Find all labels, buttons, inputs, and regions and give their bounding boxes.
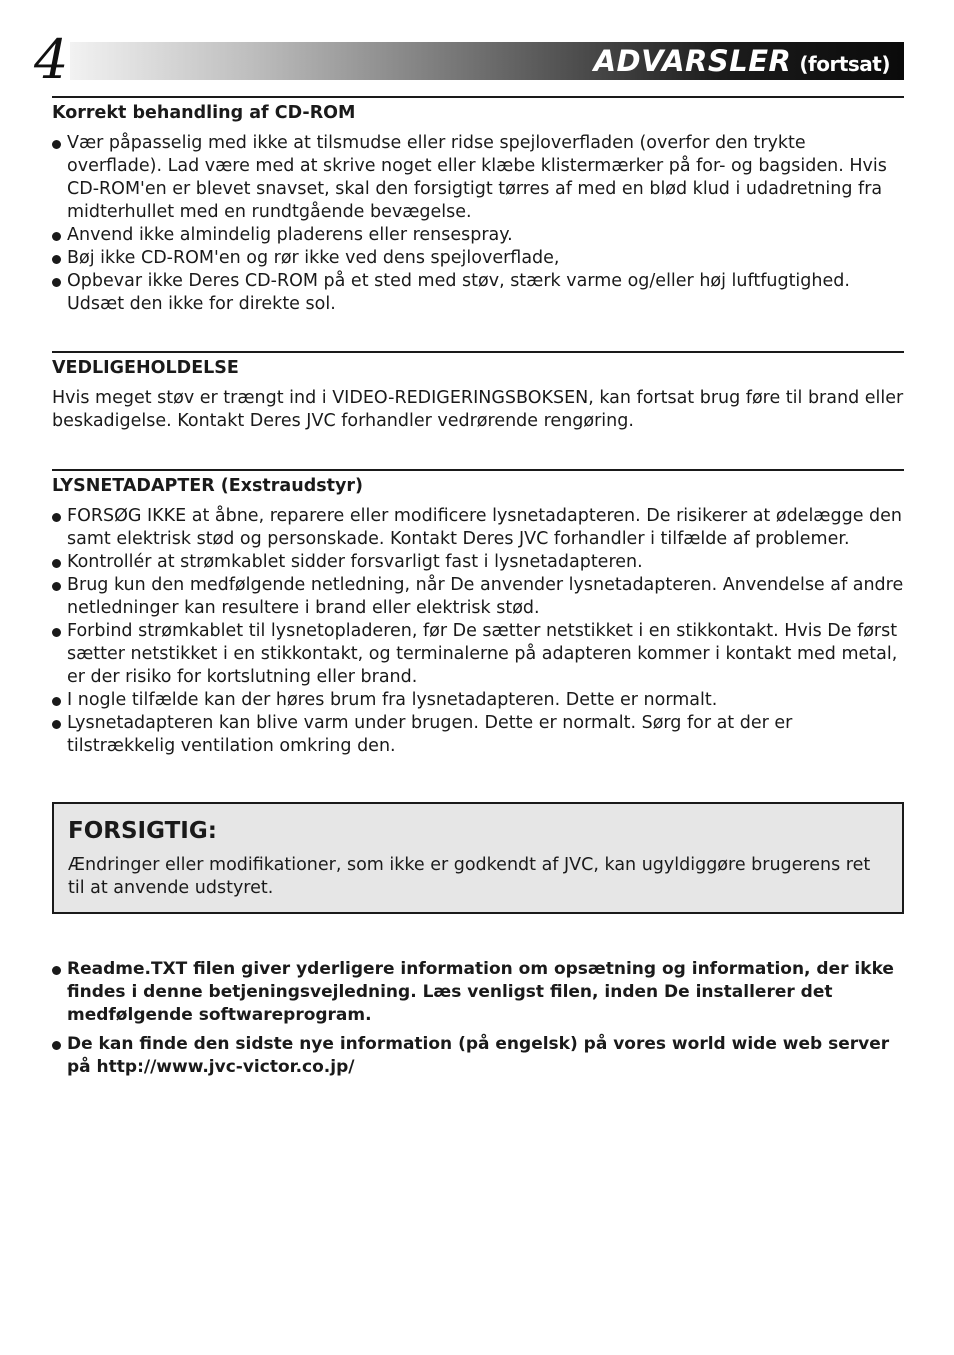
section-heading: Korrekt behandling af CD-ROM [52,103,356,123]
header-bar [70,42,904,80]
section-divider [52,96,904,98]
section-cdrom-handling [52,96,904,316]
section-maintenance [52,351,904,433]
section-body-text: Hvis meget støv er trængt ind i VIDEO-REDIGERINGSBOKSEN, kan fortsat brug føre til brand eller beskadigelse. Kontakt Deres JVC forhandler vedrørende rengøring. [52,388,904,431]
page-number: 4 [34,28,69,91]
notes [52,950,904,1085]
list-item: Anvend ikke almindelig pladerens eller rensespray. [52,224,904,247]
list-item: Lysnetadapteren kan blive varm under brugen. Dette er normalt. Sørg for at der er tilstrækkelig ventilation omkring den. [52,712,904,758]
header-title-main: ADVARSLER [593,44,792,78]
list-item: Bøj ikke CD-ROM'en og rør ikke ved dens spejloverflade, [52,247,904,270]
section-ac-adapter [52,469,904,758]
bullet-list [52,505,904,758]
header-title [594,42,890,80]
note-item: Readme.TXT filen giver yderligere information om opsætning og information, der ikke findes i denne betjeningsvejledning. Læs venligst filen, inden De installerer det medfølgende softwareprogram. [52,958,904,1027]
caution-text: Ændringer eller modifikationer, som ikke er godkendt af JVC, kan ugyldiggøre brugerens ret til at anvende udstyret. [68,855,871,898]
list-item: Vær påpasselig med ikke at tilsmudse eller ridse spejloverfladen (overfor den trykte overflade). Lad være med at skrive noget eller klæbe klistermærker på for- og bagsiden. Hvis CD-ROM'en er blevet snavset, skal den forsigtigt tørres af med en blød klud i udadretning fra midterhullet med en rundtgående bevægelse. [52,132,904,224]
list-item: Opbevar ikke Deres CD-ROM på et sted med støv, stærk varme og/eller høj luftfugtighed. Udsæt den ikke for direkte sol. [52,270,904,316]
list-item: Kontrollér at strømkablet sidder forsvarligt fast i lysnetadapteren. [52,551,904,574]
list-item: Brug kun den medfølgende netledning, når De anvender lysnetadapteren. Anvendelse af andre netledninger kan resultere i brand eller elektrisk stød. [52,574,904,620]
caution-box [52,802,904,914]
header-title-sub: (fortsat) [799,52,890,76]
section-divider [52,351,904,353]
caution-title: FORSIGTIG: [68,818,217,844]
list-item: I nogle tilfælde kan der høres brum fra lysnetadapteren. Dette er normalt. [52,689,904,712]
note-item: De kan finde den sidste nye information (på engelsk) på vores world wide web server på http://www.jvc-victor.co.jp/ [52,1033,904,1079]
section-divider [52,469,904,471]
section-heading: LYSNETADAPTER (Exstraudstyr) [52,476,364,496]
section-heading: VEDLIGEHOLDELSE [52,358,239,378]
bullet-list [52,132,904,316]
notes-list [52,958,904,1079]
list-item: Forbind strømkablet til lysnetopladeren, før De sætter netstikket i en stikkontakt. Hvis De først sætter netstikket i en stikkontakt, og terminalerne på adapteren kommer i kontakt med metal, er der risiko for kortslutning eller brand. [52,620,904,689]
list-item: FORSØG IKKE at åbne, reparere eller modificere lysnetadapteren. De risikerer at ødelægge den samt elektrisk stød og personskade. Kontakt Deres JVC forhandler i tilfælde af problemer. [52,505,904,551]
